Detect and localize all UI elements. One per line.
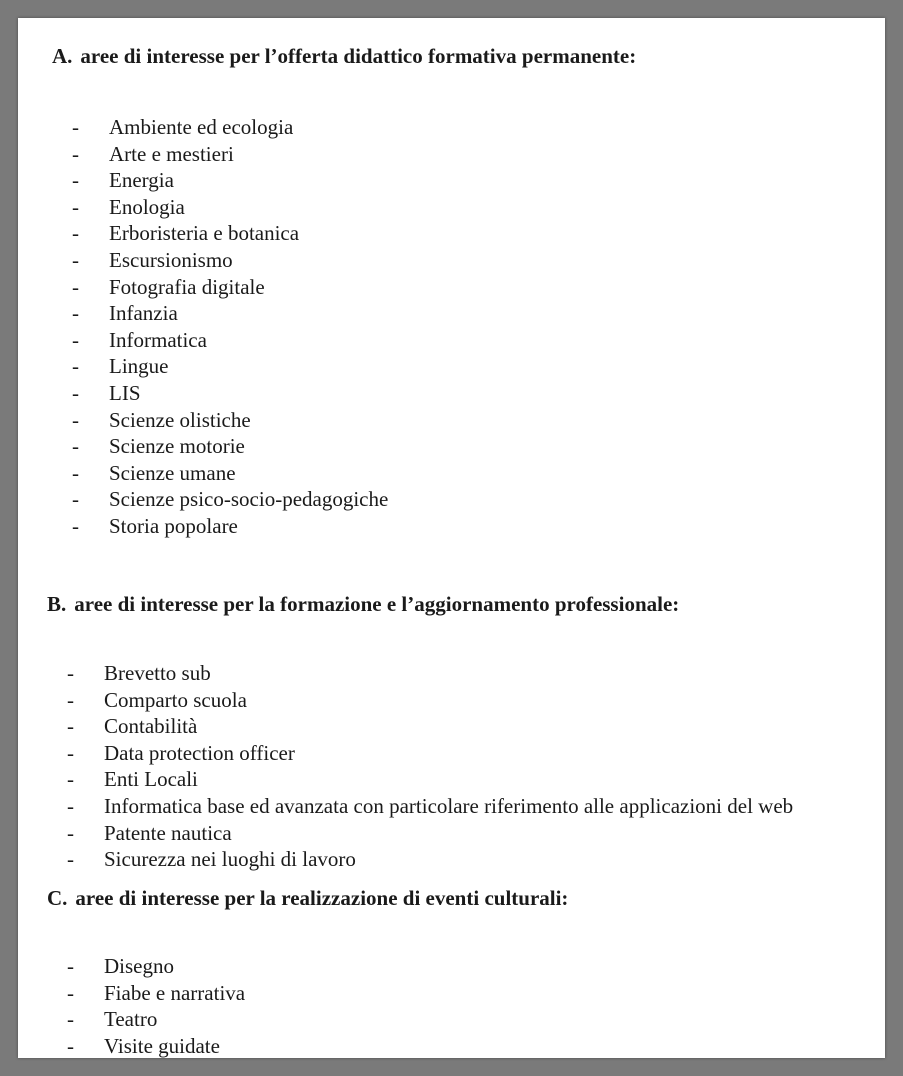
bullet-dash: - <box>72 380 79 405</box>
bullet-dash: - <box>67 661 74 685</box>
bullet-dash: - <box>67 793 74 818</box>
list-item-text: Erboristeria e botanica <box>109 221 300 246</box>
bullet-dash: - <box>72 301 79 326</box>
list-item-text: Contabilità <box>104 714 198 739</box>
bullet-dash: - <box>67 1007 74 1032</box>
list-item-text: Informatica <box>109 327 207 352</box>
bullet-dash: - <box>67 714 74 739</box>
list-item-text: Infanzia <box>109 301 178 326</box>
list-item-text: Disegno <box>104 954 174 978</box>
list-item-text: Fiabe e narrativa <box>104 980 246 1005</box>
section-c-heading <box>47 885 568 911</box>
list-item-text: Enti Locali <box>104 767 198 792</box>
bullet-dash: - <box>72 115 79 139</box>
bullet-dash: - <box>72 327 79 352</box>
list-item-text: Brevetto sub <box>104 661 211 685</box>
list-item-text: Data protection officer <box>104 740 295 765</box>
section-b-title: aree di interesse per la formazione e l’aggiornamento professionale: <box>74 592 680 616</box>
bullet-dash: - <box>67 954 74 978</box>
list-item-text: Escursionismo <box>109 247 233 272</box>
section-a-letter: A. <box>52 44 73 68</box>
list-item-text: Comparto scuola <box>104 687 247 712</box>
list-item-text: Lingue <box>109 354 169 379</box>
list-item-text: Ambiente ed ecologia <box>109 115 294 139</box>
bullet-dash: - <box>72 354 79 379</box>
list-item-text: LIS <box>109 380 141 405</box>
bullet-dash: - <box>67 820 74 845</box>
list-item-text: Teatro <box>104 1007 158 1032</box>
list-item-text: Scienze umane <box>109 460 236 485</box>
bullet-dash: - <box>67 740 74 765</box>
list-item-text: Energia <box>109 168 174 193</box>
list-item-text: Scienze olistiche <box>109 407 251 432</box>
bullet-dash: - <box>72 407 79 432</box>
bullet-dash: - <box>72 487 79 512</box>
section-a-title: aree di interesse per l’offerta didattico formativa permanente: <box>80 44 637 68</box>
bullet-dash: - <box>72 141 79 166</box>
bullet-dash: - <box>67 980 74 1005</box>
list-item-text: Scienze psico-socio-pedagogiche <box>109 487 389 512</box>
bullet-dash: - <box>72 513 79 538</box>
list-item-text: Informatica base ed avanzata con particolare riferimento alle applicazioni del web <box>104 793 794 818</box>
bullet-dash: - <box>72 434 79 459</box>
list-item-text: Fotografia digitale <box>109 274 265 299</box>
section-c-letter: C. <box>47 886 68 910</box>
bullet-dash: - <box>72 168 79 193</box>
list-item-text: Sicurezza nei luoghi di lavoro <box>104 847 356 872</box>
bullet-dash: - <box>67 847 74 872</box>
bullet-dash: - <box>72 194 79 219</box>
list-item-text: Enologia <box>109 194 185 219</box>
bullet-dash: - <box>67 687 74 712</box>
section-b-heading <box>47 591 679 617</box>
list-item-text: Visite guidate <box>104 1033 220 1058</box>
bullet-dash: - <box>67 767 74 792</box>
list-item-text: Patente nautica <box>104 820 232 845</box>
list-item-text: Scienze motorie <box>109 434 245 459</box>
section-a-heading <box>52 43 636 69</box>
bullet-dash: - <box>72 247 79 272</box>
bullet-dash: - <box>67 1033 74 1058</box>
bullet-dash: - <box>72 274 79 299</box>
document-page <box>18 18 885 1058</box>
bullet-dash: - <box>72 221 79 246</box>
list-item-text: Storia popolare <box>109 513 238 538</box>
section-b-letter: B. <box>47 592 67 616</box>
bullet-dash: - <box>72 460 79 485</box>
section-c-title: aree di interesse per la realizzazione di eventi culturali: <box>75 886 569 910</box>
list-item-text: Arte e mestieri <box>109 141 234 166</box>
